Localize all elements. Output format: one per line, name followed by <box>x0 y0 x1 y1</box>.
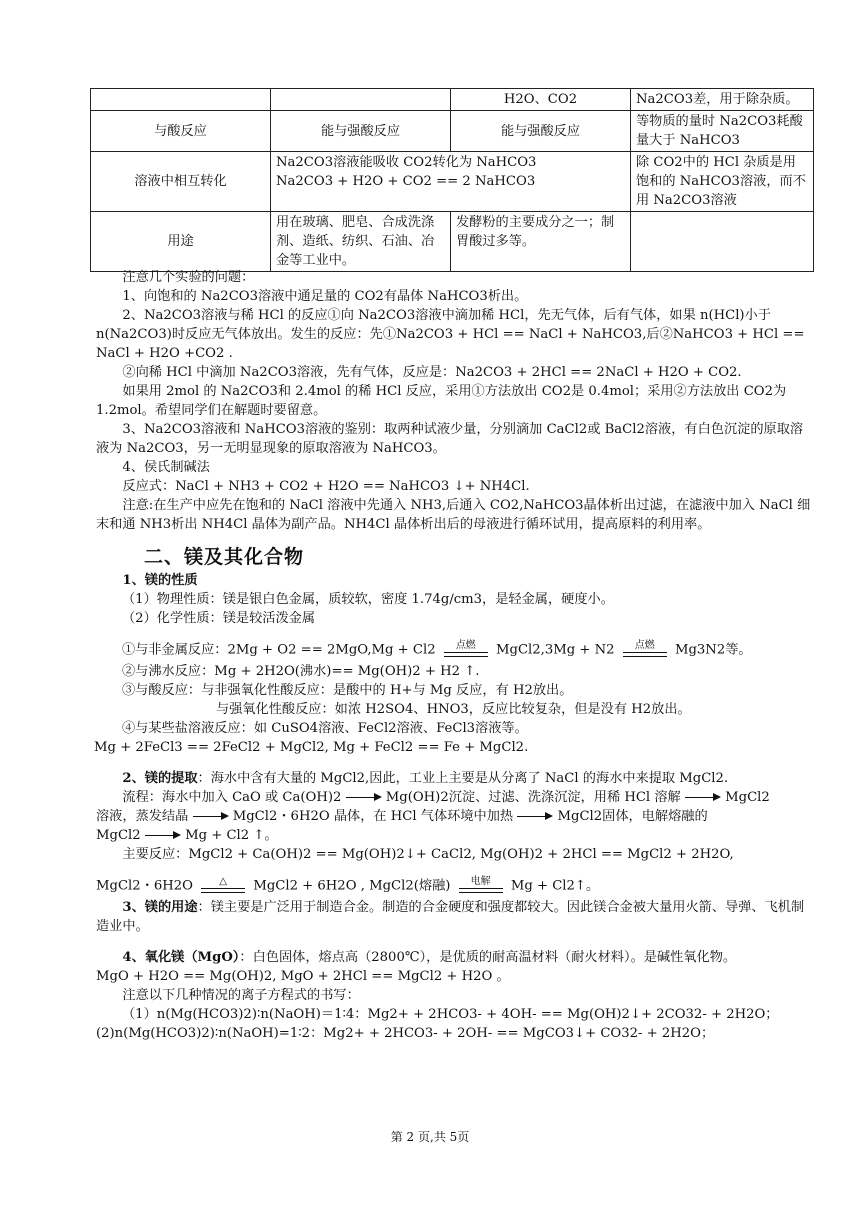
subsection-title: 4、氧化镁（MgO） <box>122 950 240 965</box>
paragraph: 2、Na2CO3溶液与稀 HCl 的反应①向 Na2CO3溶液中滴加稀 HCl，先无气体，后有气体，如果 n(HCl)小于 n(Na2CO3)时反应无气体放出。发生的反应：先①Na2CO3 + HCl == NaCl + NaHCO3,后②NaHCO3 + HCl == NaCl + H2O +CO2 . <box>96 308 805 361</box>
table-row <box>91 152 814 212</box>
comparison-table <box>90 88 814 272</box>
condition-label: 点燃 <box>455 640 476 651</box>
arrow-icon <box>685 793 721 803</box>
flow-text: 溶液，蒸发结晶 <box>96 809 189 824</box>
subsection-title: 3、镁的用途 <box>122 900 198 915</box>
table-cell-line: Na2CO3 + H2O + CO2 == 2 NaHCO3 <box>276 174 536 189</box>
table-cell: Na2CO3差，用于除杂质。 <box>631 89 814 111</box>
equation-text: MgCl2・6H2O <box>96 878 193 894</box>
table-row <box>91 212 814 272</box>
reaction-condition <box>623 638 667 662</box>
table-row <box>91 111 814 152</box>
table-cell: 等物质的量时 Na2CO3耗酸量大于 NaHCO3 <box>631 111 814 152</box>
table-cell <box>91 89 271 111</box>
paragraph: 反应式：NaCl + NH3 + CO2 + H2O == NaHCO3 ↓+ NH4Cl. <box>122 479 530 494</box>
paragraph: ③与酸反应：与非强氧化性酸反应：是酸中的 H+与 Mg 反应，有 H2放出。 <box>122 683 573 698</box>
paragraph: 注意几个实验的问题： <box>122 270 255 285</box>
paragraph: 主要反应：MgCl2 + Ca(OH)2 == Mg(OH)2↓+ CaCl2, Mg(OH)2 + 2HCl == MgCl2 + 2H2O, <box>122 847 734 862</box>
equation-line <box>96 628 812 662</box>
paragraph <box>96 898 812 936</box>
body-text <box>96 268 812 1043</box>
paragraph: （2）化学性质：镁是较活泼金属 <box>122 611 316 626</box>
equation-text: MgCl2,3Mg + N2 <box>496 642 615 658</box>
paragraph <box>96 769 812 788</box>
equation-line <box>96 864 812 898</box>
paragraph: MgO + H2O == Mg(OH)2, MgO + 2HCl == MgCl2 + H2O 。 <box>96 969 510 984</box>
table-cell: 发酵粉的主要成分之一；制胃酸过多等。 <box>451 212 631 272</box>
paragraph: (2)n(Mg(HCO3)2)∶n(NaOH)=1∶2：Mg2+ + 2HCO3- + 2OH- == MgCO3↓+ CO32- + 2H2O； <box>96 1026 715 1041</box>
flow-text: Mg(OH)2沉淀、过滤、洗涤沉淀，用稀 HCl 溶解 <box>385 790 681 805</box>
flow-line <box>96 826 812 845</box>
flow-text: MgCl2・6H2O 晶体，在 HCl 气体环境中加热 <box>232 809 514 824</box>
reaction-condition <box>201 874 245 898</box>
table-cell: 除 CO2中的 HCl 杂质是用饱和的 NaHCO3溶液，而不用 Na2CO3溶液 <box>631 152 814 212</box>
flow-text: 流程：海水中加入 CaO 或 Ca(OH)2 <box>122 790 342 805</box>
page-footer: 第 2 页,共 5页 <box>390 1130 470 1144</box>
paragraph-text: ：海水中含有大量的 MgCl2,因此，工业上主要是从分离了 NaCl 的海水中来提取 MgCl2. <box>197 771 729 786</box>
condition-label: 电解 <box>470 876 491 887</box>
condition-label: 点燃 <box>634 640 655 651</box>
paragraph <box>96 948 812 967</box>
table-cell <box>271 152 631 212</box>
paragraph: ②向稀 HCl 中滴加 Na2CO3溶液，先有气体，反应是：Na2CO3 + 2HCl == 2NaCl + H2O + CO2. <box>122 365 742 380</box>
arrow-icon <box>193 812 229 822</box>
table-cell <box>271 89 451 111</box>
paragraph: 4、侯氏制碱法 <box>122 460 210 475</box>
paragraph: 如果用 2mol 的 Na2CO3和 2.4mol 的稀 HCl 反应，采用①方法放出 CO2是 0.4mol；采用②方法放出 CO2为 1.2mol。希望同学们在解题时要留意。 <box>96 384 787 418</box>
subsection-title: 1、镁的性质 <box>122 573 198 588</box>
section-heading: 二、镁及其化合物 <box>144 546 305 568</box>
flow-text: MgCl2 <box>96 828 141 843</box>
flow-line <box>96 788 812 807</box>
equation-text: Mg3N2等。 <box>674 642 752 658</box>
condition-label: △ <box>219 876 227 887</box>
table-cell: 能与强酸反应 <box>451 111 631 152</box>
table-cell: H2O、CO2 <box>451 89 631 111</box>
flow-text: MgCl2 <box>725 790 770 805</box>
paragraph: ④与某些盐溶液反应：如 CuSO4溶液、FeCl2溶液、FeCl3溶液等。 <box>122 721 528 736</box>
table-cell: 用在玻璃、肥皂、合成洗涤剂、造纸、纺织、石油、冶金等工业中。 <box>271 212 451 272</box>
arrow-icon <box>517 812 553 822</box>
table-cell: 溶液中相互转化 <box>91 152 271 212</box>
table-cell: 能与强酸反应 <box>271 111 451 152</box>
paragraph-text: ：镁主要是广泛用于制造合金。制造的合金硬度和强度都较大。因此镁合金被大量用火箭、导弹、飞机制造业中。 <box>96 900 805 934</box>
arrow-icon <box>145 831 181 841</box>
equation-text: MgCl2 + 6H2O , MgCl2(熔融) <box>253 878 451 894</box>
subsection-title: 2、镁的提取 <box>122 771 198 786</box>
paragraph: ②与沸水反应：Mg + 2H2O(沸水)== Mg(OH)2 + H2 ↑. <box>122 664 480 679</box>
table-cell: 与酸反应 <box>91 111 271 152</box>
table-row <box>91 89 814 111</box>
paragraph: 注意:在生产中应先在饱和的 NaCl 溶液中先通入 NH3,后通入 CO2,NaHCO3晶体析出过滤，在滤液中加入 NaCl 细末和通 NH3析出 NH4Cl 晶体为副产品。NH4Cl 晶体析出后的母液进行循环试用，提高原料的利用率。 <box>96 498 811 532</box>
arrow-icon <box>346 793 382 803</box>
flow-text: Mg + Cl2 ↑。 <box>185 828 278 843</box>
table-cell <box>631 212 814 272</box>
paragraph: 3、Na2CO3溶液和 NaHCO3溶液的鉴别：取两种试液少量，分别滴加 CaCl2或 BaCl2溶液，有白色沉淀的原取溶液为 Na2CO3，另一无明显现象的原取溶液为 NaHCO3。 <box>96 422 804 456</box>
reaction-condition <box>459 874 503 898</box>
paragraph: （1）n(Mg(HCO3)2)∶n(NaOH)＝1∶4：Mg2+ + 2HCO3- + 4OH- == Mg(OH)2↓+ 2CO32- + 2H2O； <box>122 1007 779 1022</box>
paragraph: （1）物理性质：镁是银白色金属，质较软，密度 1.74g/cm3，是轻金属，硬度小。 <box>122 592 614 607</box>
paragraph: 1、向饱和的 Na2CO3溶液中通足量的 CO2有晶体 NaHCO3析出。 <box>122 289 528 304</box>
reaction-condition <box>444 638 488 662</box>
paragraph: 注意以下几种情况的离子方程式的书写： <box>122 988 360 1003</box>
paragraph-text: ：白色固体，熔点高（2800℃），是优质的耐高温材料（耐火材料）。是碱性氧化物。 <box>239 950 737 965</box>
paragraph: 与强氧化性酸反应：如浓 H2SO4、HNO3，反应比较复杂，但是没有 H2放出。 <box>216 702 691 717</box>
flow-line <box>96 807 812 826</box>
table-cell-line: Na2CO3溶液能吸收 CO2转化为 NaHCO3 <box>276 155 537 170</box>
table-cell: 用途 <box>91 212 271 272</box>
equation-text: Mg + Cl2↑。 <box>510 878 600 894</box>
equation-text: ①与非金属反应：2Mg + O2 == 2MgO,Mg + Cl2 <box>122 642 436 658</box>
flow-text: MgCl2固体，电解熔融的 <box>557 809 708 824</box>
paragraph: Mg + 2FeCl3 == 2FeCl2 + MgCl2, Mg + FeCl2 == Fe + MgCl2. <box>94 740 529 755</box>
